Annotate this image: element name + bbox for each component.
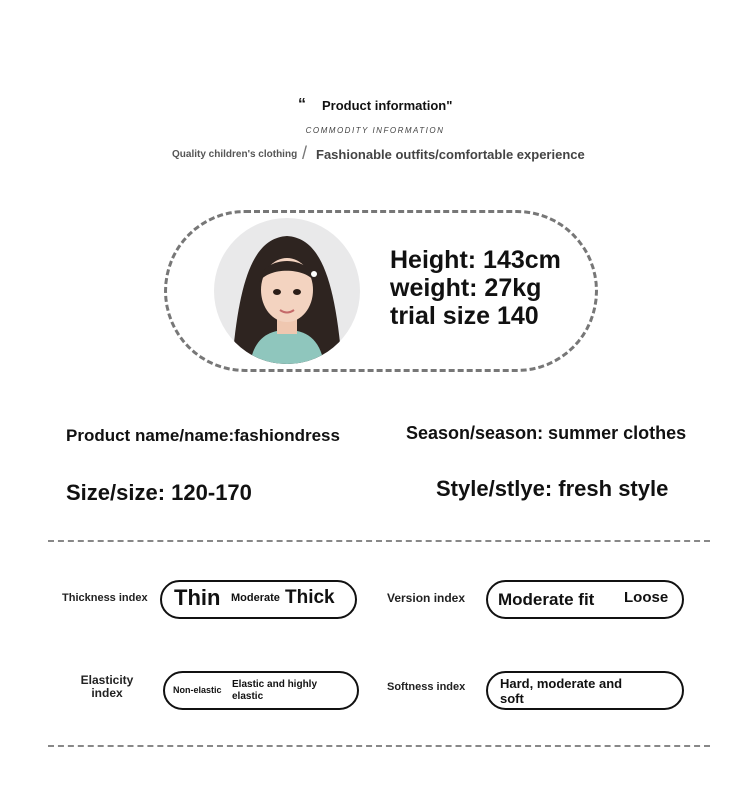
thickness-option-moderate: Moderate xyxy=(231,592,280,604)
tagline-right: Fashionable outfits/comfortable experience xyxy=(316,147,585,162)
softness-option-soft: soft xyxy=(500,691,524,706)
quote-mark: “ xyxy=(298,96,306,113)
model-photo-icon xyxy=(214,218,360,364)
tagline-left: Quality children's clothing xyxy=(172,149,298,160)
model-trial-size: trial size 140 xyxy=(390,302,539,330)
divider-bottom xyxy=(48,745,710,747)
product-size: Size/size: 120-170 xyxy=(66,480,252,505)
elasticity-option-non-elastic: Non-elastic xyxy=(173,685,222,695)
elasticity-label-line2: index xyxy=(91,686,123,700)
softness-scale xyxy=(486,671,684,710)
elasticity-index-label xyxy=(76,674,138,700)
tagline-separator: / xyxy=(302,143,308,163)
product-style: Style/stlye: fresh style xyxy=(436,476,669,501)
product-season: Season/season: summer clothes xyxy=(406,423,687,443)
page-subtitle: COMMODITY INFORMATION xyxy=(305,126,445,135)
model-height: Height: 143cm xyxy=(390,246,561,274)
elasticity-scale xyxy=(163,671,359,710)
version-index-label: Version index xyxy=(387,591,466,605)
version-option-loose: Loose xyxy=(624,589,669,606)
thickness-option-thick: Thick xyxy=(285,587,335,608)
thickness-scale xyxy=(160,580,357,619)
thickness-option-thin: Thin xyxy=(174,585,221,610)
model-weight: weight: 27kg xyxy=(390,274,542,302)
version-scale xyxy=(486,580,684,619)
elasticity-option-highly-elastic: elastic xyxy=(232,691,264,702)
page-title: Product information" xyxy=(322,98,453,113)
elasticity-label-line1: Elasticity xyxy=(80,673,134,687)
divider-top xyxy=(48,540,710,542)
version-option-moderate-fit: Moderate fit xyxy=(498,590,595,609)
softness-index-label: Softness index xyxy=(387,681,466,693)
softness-option-hard-moderate: Hard, moderate and xyxy=(500,676,623,691)
thickness-index-label: Thickness index xyxy=(62,592,148,604)
elasticity-option-elastic: Elastic and highly xyxy=(232,679,318,690)
product-name: Product name/name:fashiondress xyxy=(66,426,340,445)
